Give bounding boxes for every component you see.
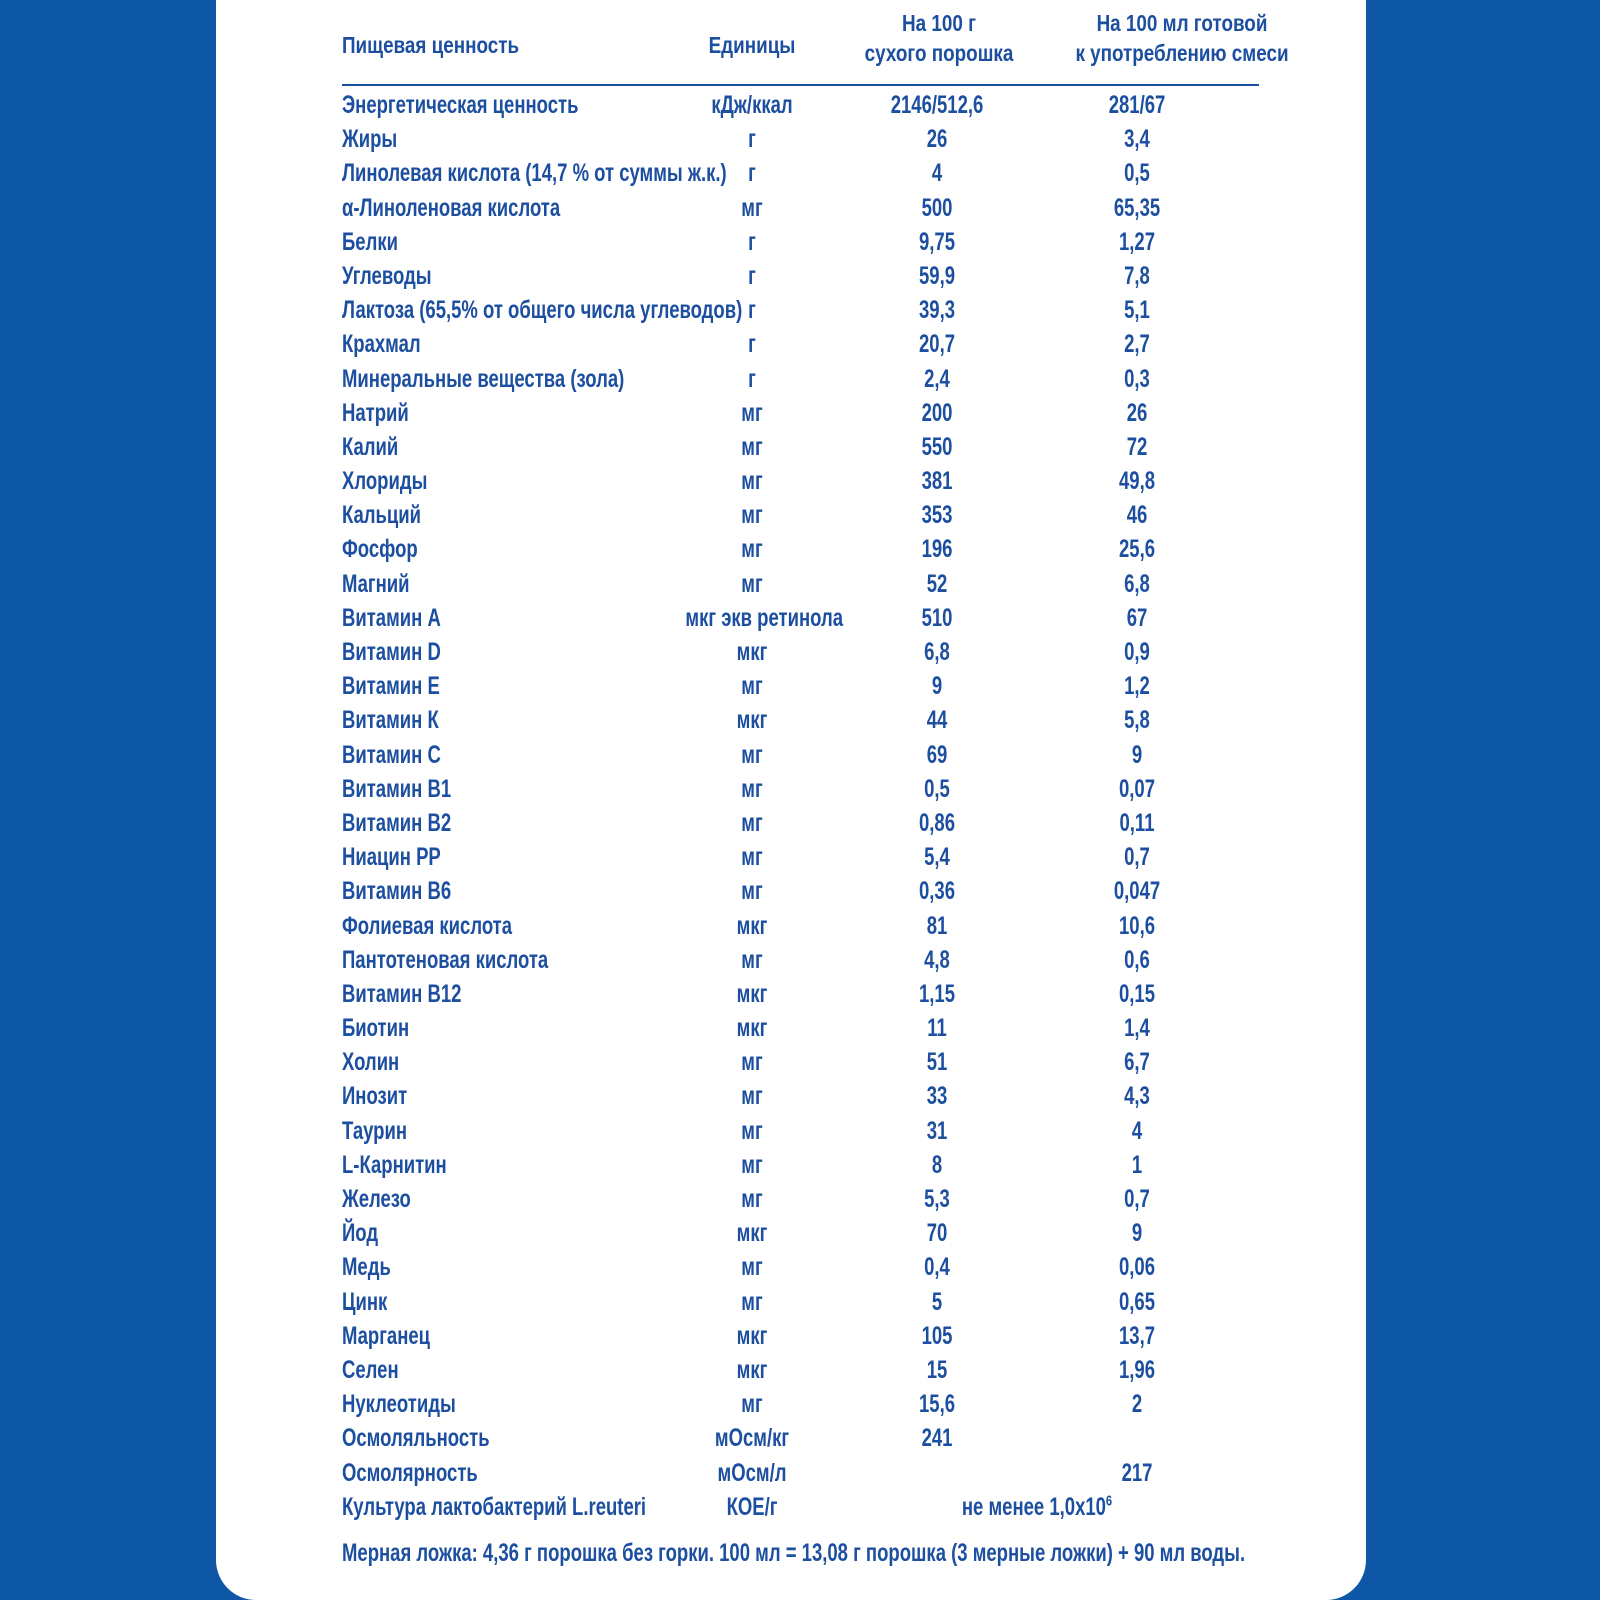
nutrient-unit: мкг — [736, 1355, 768, 1384]
value-per-100g-dry: 15 — [926, 1355, 948, 1384]
nutrient-name: Инозит — [342, 1082, 408, 1111]
value-per-100ml-ready: 6,7 — [1124, 1048, 1150, 1077]
value-per-100g-dry: 2146/512,6 — [890, 91, 984, 119]
nutrient-unit: мг — [741, 1253, 763, 1282]
value-per-100g-dry: 33 — [926, 1082, 948, 1111]
nutrient-unit: мкг — [736, 1321, 768, 1350]
nutrient-unit: мг — [741, 193, 763, 222]
table-row — [342, 259, 1262, 293]
nutrient-name: Лактоза (65,5% от общего числа углеводов) — [342, 296, 743, 325]
nutrient-unit: мкг — [736, 706, 768, 735]
value-per-100ml-ready: 1 — [1131, 1150, 1143, 1179]
value-per-100g-dry: 52 — [926, 569, 948, 598]
value-per-100g-dry: 196 — [921, 535, 953, 564]
table-row — [342, 1114, 1262, 1148]
nutrient-name: Крахмал — [342, 330, 421, 359]
nutrient-unit: мкг — [736, 638, 768, 666]
value-per-100g-dry: 9 — [931, 672, 943, 701]
value-per-100g-dry: 8 — [931, 1150, 943, 1179]
nutrient-name: Белки — [342, 227, 398, 256]
nutrient-name: Таурин — [342, 1116, 408, 1145]
table-row — [342, 635, 1262, 669]
nutrient-name: Витамин В2 — [342, 808, 452, 837]
value-per-100ml-ready: 281/67 — [1108, 91, 1166, 119]
value-per-100ml-ready: 6,8 — [1124, 569, 1150, 598]
value-per-100ml-ready: 0,06 — [1118, 1253, 1156, 1282]
nutrient-unit: мОсм/кг — [714, 1424, 790, 1453]
nutrient-name: Витамин А — [342, 603, 441, 632]
nutrient-name: α-Линоленовая кислота — [342, 193, 561, 222]
nutrient-name: Культура лактобактерий L.reuteri — [342, 1492, 647, 1521]
table-row — [342, 1387, 1262, 1421]
nutrient-unit: мОсм/л — [717, 1458, 787, 1487]
header-per-100ml-ready — [1051, 8, 1313, 68]
table-row — [342, 191, 1262, 225]
exponent: 6 — [1105, 1492, 1113, 1510]
header-units: Единицы — [708, 32, 796, 58]
nutrient-name: Минеральные вещества (зола) — [342, 364, 625, 393]
value-per-100ml-ready: 4,3 — [1124, 1082, 1150, 1111]
nutrient-unit: г — [748, 159, 756, 188]
value-per-100g-dry: 241 — [921, 1424, 953, 1453]
nutrient-unit: мг — [741, 501, 763, 530]
nutrient-name: Калий — [342, 432, 399, 461]
nutrient-name: L-Карнитин — [342, 1150, 447, 1179]
value-per-100ml-ready: 67 — [1126, 603, 1148, 632]
nutrient-unit: мг — [741, 877, 763, 906]
table-row — [342, 1421, 1262, 1455]
value-per-100g-dry: 26 — [926, 125, 948, 154]
nutrient-name: Пантотеновая кислота — [342, 945, 549, 974]
table-row — [342, 669, 1262, 703]
table-row — [342, 1216, 1262, 1250]
table-row — [342, 567, 1262, 601]
value-per-100ml-ready: 0,5 — [1124, 159, 1150, 188]
nutrient-name: Биотин — [342, 1014, 410, 1043]
table-row — [342, 943, 1262, 977]
value-per-100g-dry: 510 — [921, 603, 953, 632]
nutrient-name: Энергетическая ценность — [342, 91, 579, 119]
value-per-100g-dry: 59,9 — [918, 261, 956, 290]
value-per-100ml-ready: 1,2 — [1124, 672, 1150, 701]
value-per-100ml-ready: 49,8 — [1118, 467, 1156, 496]
nutrient-name: Йод — [342, 1219, 379, 1248]
value-per-100ml-ready: 0,11 — [1119, 808, 1155, 837]
nutrient-unit: мг — [741, 569, 763, 598]
value-per-100g-dry: 200 — [921, 398, 953, 427]
header-dry-line-2: сухого порошка — [864, 40, 1014, 66]
value-per-100ml-ready: 1,4 — [1124, 1014, 1150, 1043]
value-per-100ml-ready: 0,3 — [1124, 364, 1150, 393]
nutrient-name: Селен — [342, 1355, 399, 1384]
value-per-100g-dry: 15,6 — [918, 1390, 956, 1419]
nutrient-name: Магний — [342, 569, 410, 598]
table-row — [342, 122, 1262, 156]
table-row — [342, 840, 1262, 874]
nutrient-unit: мг — [741, 1116, 763, 1145]
header-nutritional-value: Пищевая ценность — [342, 32, 520, 58]
table-row — [342, 1250, 1262, 1284]
value-per-100ml-ready: 0,7 — [1124, 843, 1150, 872]
nutrient-name: Витамин D — [342, 638, 441, 666]
nutrient-name: Жиры — [342, 125, 398, 154]
nutrient-name: Витамин В12 — [342, 979, 462, 1008]
nutrient-unit: мкг — [736, 1219, 768, 1248]
value-per-100ml-ready: 7,8 — [1124, 261, 1150, 290]
nutrient-name: Медь — [342, 1253, 391, 1282]
table-row — [342, 1182, 1262, 1216]
table-row — [342, 498, 1262, 532]
value-per-100ml-ready: 46 — [1126, 501, 1148, 530]
nutrient-unit: г — [748, 364, 756, 393]
value-per-100g-dry: 381 — [921, 467, 953, 496]
value-per-100ml-ready: 9 — [1131, 1219, 1143, 1248]
nutrient-unit: г — [748, 330, 756, 359]
value-per-100g-dry: 20,7 — [918, 330, 956, 359]
nutrition-table-body — [342, 88, 1262, 1524]
nutrient-unit: мг — [741, 398, 763, 427]
nutrient-unit: г — [748, 261, 756, 290]
value-per-100g-dry: 353 — [921, 501, 953, 530]
table-row — [342, 772, 1262, 806]
nutrient-unit: КОЕ/г — [726, 1492, 778, 1521]
nutrient-unit: мг — [741, 1287, 763, 1316]
value-per-100g-dry: 550 — [921, 432, 953, 461]
value-per-100ml-ready: 217 — [1121, 1458, 1153, 1487]
value-per-100ml-ready: 0,6 — [1124, 945, 1150, 974]
table-row — [342, 601, 1262, 635]
value-per-100ml-ready: 65,35 — [1113, 193, 1161, 222]
nutrient-unit: мг — [741, 808, 763, 837]
nutrient-unit: мг — [741, 1390, 763, 1419]
nutrient-name: Витамин Е — [342, 672, 440, 701]
nutrient-unit: мг — [741, 672, 763, 701]
nutrient-name: Углеводы — [342, 261, 432, 290]
value-per-100g-dry: 500 — [921, 193, 953, 222]
table-row — [342, 1011, 1262, 1045]
value-per-100g-dry: 11 — [927, 1014, 947, 1043]
nutrient-unit: мг — [741, 1048, 763, 1077]
nutrient-name: Железо — [342, 1185, 411, 1213]
table-row — [342, 88, 1262, 122]
table-row — [342, 1045, 1262, 1079]
table-row — [342, 909, 1262, 943]
value-per-100ml-ready: 5,1 — [1124, 296, 1150, 325]
nutrient-unit: г — [748, 227, 756, 256]
nutrient-unit: мг — [741, 432, 763, 461]
nutrient-unit: г — [748, 296, 756, 325]
value-per-100g-dry: 39,3 — [918, 296, 956, 325]
value-per-100g-dry: 4 — [931, 159, 943, 188]
value-per-100ml-ready: 0,07 — [1118, 774, 1156, 803]
table-row — [342, 1353, 1262, 1387]
value-per-100g-dry: 2,4 — [924, 364, 950, 393]
nutrient-name: Марганец — [342, 1321, 431, 1350]
value-per-100ml-ready: 9 — [1131, 740, 1143, 769]
value-per-100g-dry: 70 — [926, 1219, 948, 1248]
value-per-100ml-ready: 26 — [1126, 398, 1148, 427]
table-row — [342, 396, 1262, 430]
table-row — [342, 430, 1262, 464]
value-per-100ml-ready: 0,15 — [1118, 979, 1156, 1008]
table-row — [342, 1148, 1262, 1182]
table-row — [342, 806, 1262, 840]
nutrient-name: Витамин В1 — [342, 774, 452, 803]
value-per-100ml-ready: 25,6 — [1118, 535, 1156, 564]
footnote-measuring-spoon: Мерная ложка: 4,36 г порошка без горки. 100 мл = 13,08 г порошка (3 мерные ложки) + 90 мл воды. — [342, 1539, 1246, 1567]
nutrient-unit: мг — [741, 843, 763, 872]
value-per-100ml-ready: 0,047 — [1113, 877, 1161, 906]
nutrient-name: Холин — [342, 1048, 400, 1077]
nutrient-name: Хлориды — [342, 467, 428, 496]
value-per-100ml-ready: 3,4 — [1124, 125, 1150, 154]
table-row — [342, 1079, 1262, 1113]
value-per-100g-dry: 0,5 — [924, 774, 950, 803]
nutrient-name: Витамин К — [342, 706, 439, 735]
value-per-100g-dry: 81 — [926, 911, 948, 940]
value-per-100ml-ready: 5,8 — [1124, 706, 1150, 735]
value-per-100g-dry: 5,4 — [924, 843, 950, 872]
table-header — [342, 8, 1289, 86]
value-per-100ml-ready: 0,65 — [1118, 1287, 1156, 1316]
value-per-100ml-ready: 0,9 — [1124, 638, 1150, 666]
table-row — [342, 293, 1262, 327]
nutrient-name: Осмоляльность — [342, 1424, 490, 1453]
nutrient-name: Осмолярность — [342, 1458, 478, 1487]
nutrient-unit: мг — [741, 740, 763, 769]
nutrient-name: Фолиевая кислота — [342, 911, 513, 940]
value-per-100g-dry: 31 — [926, 1116, 948, 1145]
value-per-100ml-ready: 2,7 — [1124, 330, 1150, 359]
header-per-100g-dry — [849, 8, 1029, 68]
value-per-100g-dry: 44 — [926, 706, 948, 735]
nutrient-unit: мг — [741, 467, 763, 496]
nutrient-name: Цинк — [342, 1287, 388, 1316]
table-row — [342, 362, 1262, 396]
value-per-100g-dry: 0,36 — [918, 877, 956, 906]
table-row — [342, 874, 1262, 908]
nutrient-unit: мг — [741, 774, 763, 803]
value-per-100g-dry: 5,3 — [924, 1185, 950, 1213]
nutrient-unit: мкг — [736, 1014, 768, 1043]
table-row — [342, 977, 1262, 1011]
header-ready-line-1: На 100 мл готовой — [1096, 10, 1268, 36]
value-per-100ml-ready: 13,7 — [1118, 1321, 1156, 1350]
nutrient-name: Фосфор — [342, 535, 418, 564]
nutrient-unit: мг — [741, 1185, 763, 1213]
value-per-100ml-ready: 72 — [1126, 432, 1148, 461]
table-row — [342, 532, 1262, 566]
table-row — [342, 156, 1262, 190]
nutrient-value-text: не менее 1,0х10 — [961, 1492, 1106, 1521]
nutrient-unit: кДж/ккал — [711, 91, 793, 119]
nutrient-unit: мг — [741, 1082, 763, 1111]
table-row — [342, 327, 1262, 361]
value-per-100ml-ready: 4 — [1131, 1116, 1143, 1145]
nutrient-name: Линолевая кислота (14,7 % от суммы ж.к.) — [342, 159, 727, 188]
nutrient-unit: мг — [741, 1150, 763, 1179]
header-ready-line-2: к употреблению смеси — [1075, 40, 1289, 66]
nutrient-unit: мкг экв ретинола — [685, 603, 844, 632]
value-per-100ml-ready: 1,96 — [1118, 1355, 1156, 1384]
value-per-100g-dry: 6,8 — [924, 638, 950, 666]
table-row — [342, 738, 1262, 772]
value-per-100g-dry: 4,8 — [924, 945, 950, 974]
nutrient-name: Ниацин РР — [342, 843, 441, 872]
value-per-100ml-ready: 1,27 — [1118, 227, 1156, 256]
value-per-100g-dry: 0,4 — [924, 1253, 950, 1282]
value-per-100g-dry: 69 — [926, 740, 948, 769]
value-per-100ml-ready: 0,7 — [1124, 1185, 1150, 1213]
nutrient-name: Витамин В6 — [342, 877, 452, 906]
table-row — [342, 464, 1262, 498]
nutrient-unit: мг — [741, 535, 763, 564]
nutrient-unit: мкг — [736, 979, 768, 1008]
header-dry-line-1: На 100 г — [902, 10, 976, 36]
value-per-100ml-ready: 10,6 — [1118, 911, 1156, 940]
nutrient-unit: мкг — [736, 911, 768, 940]
nutrient-name: Витамин С — [342, 740, 441, 769]
nutrient-name: Нуклеотиды — [342, 1390, 456, 1419]
table-row — [342, 1285, 1262, 1319]
table-row — [342, 1490, 1262, 1524]
nutrient-unit: мг — [741, 945, 763, 974]
table-row — [342, 1456, 1262, 1490]
value-per-100g-dry: 105 — [921, 1321, 953, 1350]
nutrient-name: Кальций — [342, 501, 422, 530]
nutrient-name: Натрий — [342, 398, 409, 427]
table-row — [342, 703, 1262, 737]
value-per-100g-dry: 51 — [926, 1048, 948, 1077]
table-row — [342, 225, 1262, 259]
table-row — [342, 1319, 1262, 1353]
value-per-100ml-ready: 2 — [1131, 1390, 1143, 1419]
nutrient-value-combined — [908, 1490, 1167, 1524]
nutrient-unit: г — [748, 125, 756, 154]
value-per-100g-dry: 9,75 — [918, 227, 956, 256]
value-per-100g-dry: 5 — [931, 1287, 943, 1316]
value-per-100g-dry: 0,86 — [918, 808, 956, 837]
value-per-100g-dry: 1,15 — [918, 979, 956, 1008]
